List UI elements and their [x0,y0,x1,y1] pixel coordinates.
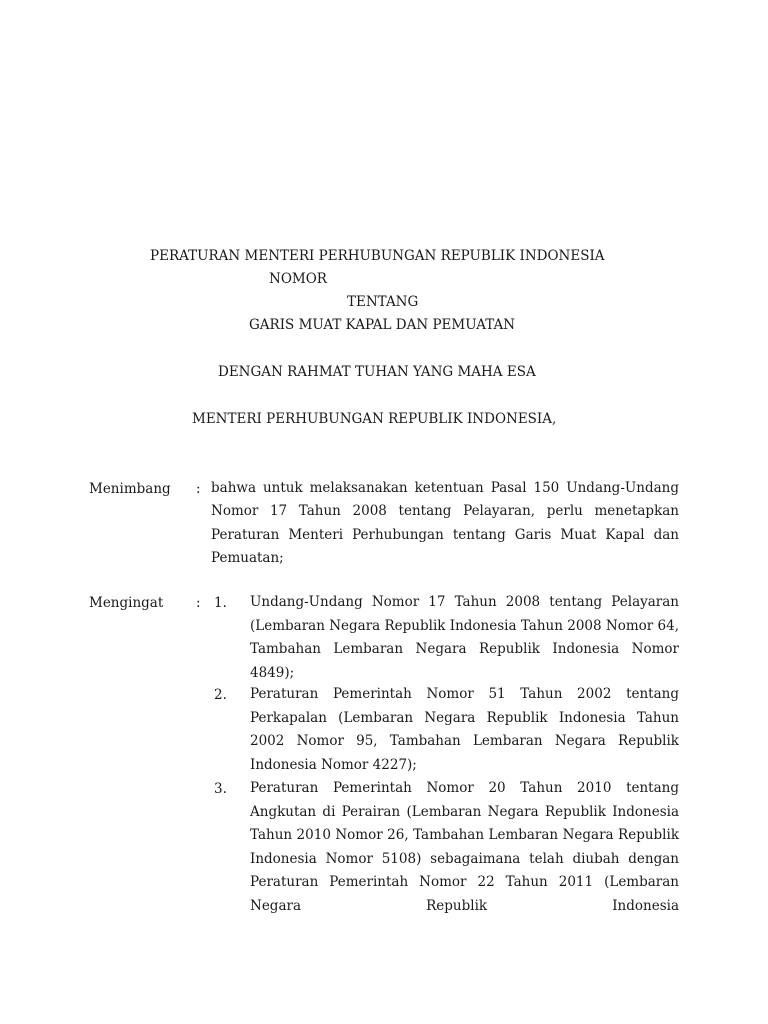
mengingat-label: Mengingat [89,595,164,611]
list-item-number: 2. [214,687,227,703]
mengingat-colon: : [196,595,201,611]
list-item-text: Peraturan Pemerintah Nomor 51 Tahun 2002 tentang Perkapalan (Lembaran Negara Republik Indonesia Tahun 2002 Nomor 95, Tambahan Lembaran Negara Republik Indonesia Nomor 4227); [250,686,679,773]
list-item-number: 3. [214,781,227,797]
list-item-number: 1. [214,595,227,611]
menimbang-colon: : [196,481,201,497]
regulation-about: TENTANG [347,294,419,310]
regulation-title: PERATURAN MENTERI PERHUBUNGAN REPUBLIK INDONESIA [150,248,605,264]
list-item-text: Undang-Undang Nomor 17 Tahun 2008 tentang Pelayaran (Lembaran Negara Republik Indonesia Tahun 2008 Nomor 64, Tambahan Lembaran Negara Republik Indonesia Nomor 4849); [250,594,679,681]
regulation-number: NOMOR [269,271,327,287]
regulation-subject: GARIS MUAT KAPAL DAN PEMUATAN [249,317,516,333]
menimbang-label: Menimbang [89,481,171,497]
menimbang-text: bahwa untuk melaksanakan ketentuan Pasal 150 Undang-Undang Nomor 17 Tahun 2008 tentang Pelayaran, perlu menetapkan Peraturan Menteri Perhubungan tentang Garis Muat Kapal dan Pemuatan; [211,480,679,566]
minister-line: MENTERI PERHUBUNGAN REPUBLIK INDONESIA, [192,411,557,427]
blessing-line: DENGAN RAHMAT TUHAN YANG MAHA ESA [218,364,536,380]
list-item-text: Peraturan Pemerintah Nomor 20 Tahun 2010 tentang Angkutan di Perairan (Lembaran Negara Republik Indonesia Tahun 2010 Nomor 26, Tambahan Lembaran Negara Republik Indonesia Nomor 5108) sebagaimana telah diubah dengan Peraturan Pemerintah Nomor 22 Tahun 2011 (Lembaran Negara Republik Indonesia [250,780,679,914]
